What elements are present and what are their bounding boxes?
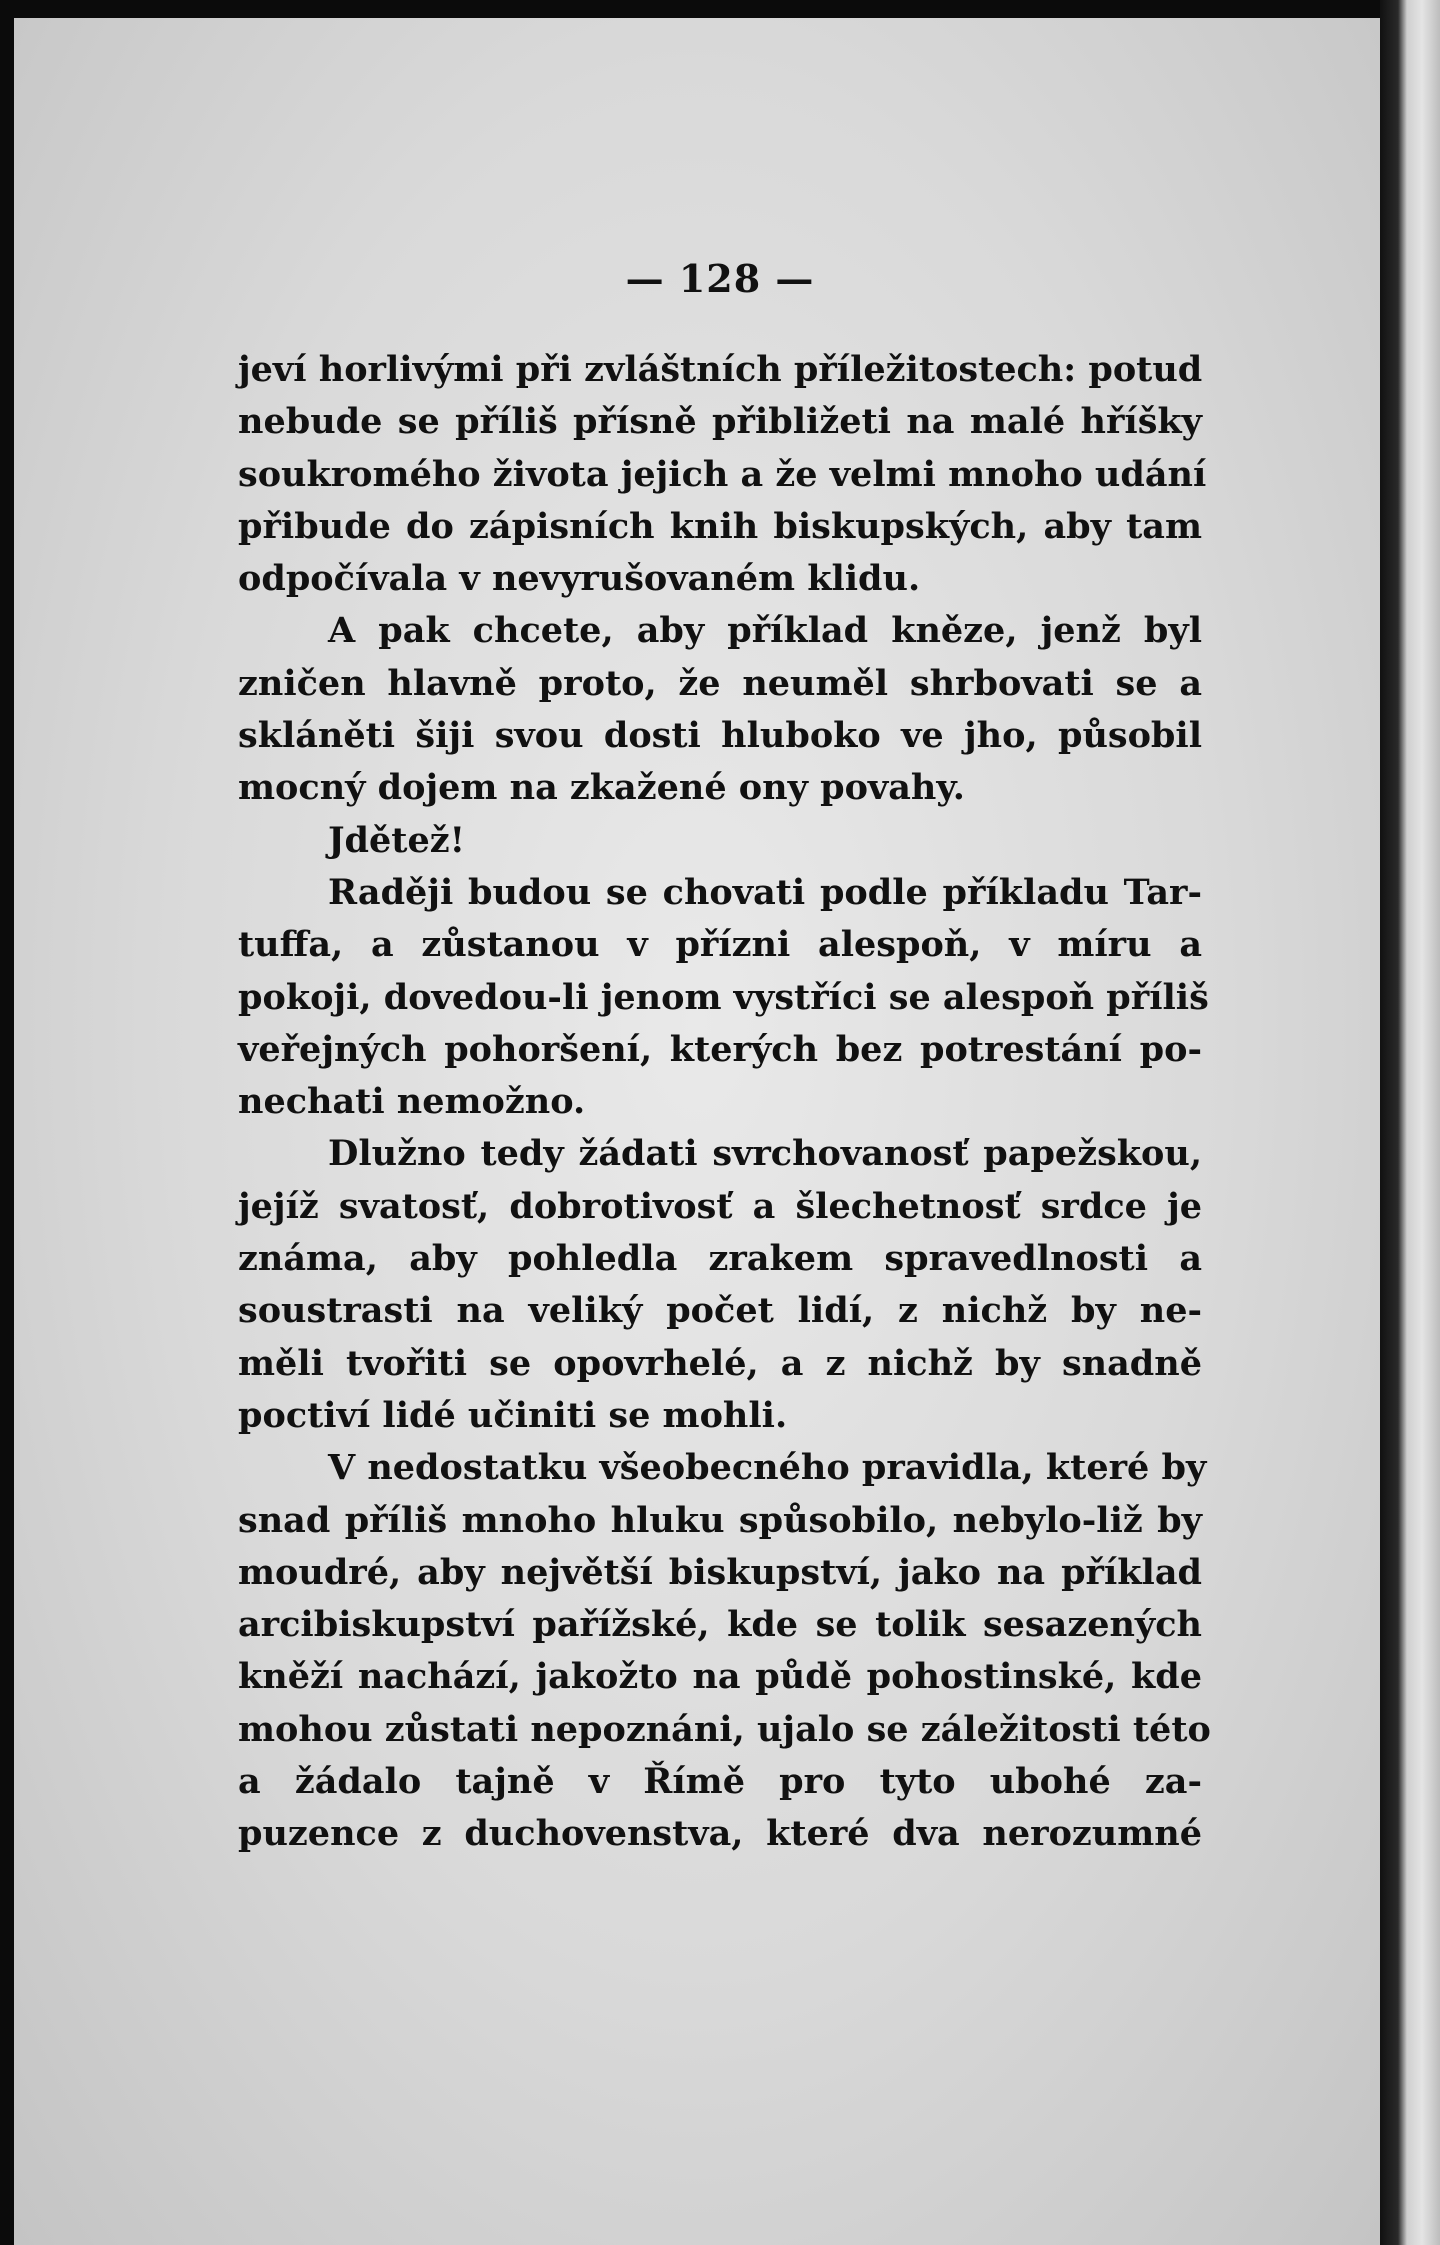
text-line: Dlužno tedy žádati svrchovanosť papežskou,	[328, 1133, 1202, 1175]
text-line: skláněti šiji svou dosti hluboko ve jho, působil	[238, 715, 1202, 757]
text-line: veřejných pohoršení, kterých bez potrestání po-	[238, 1028, 1202, 1070]
text-line: Raději budou se chovati podle příkladu Tar-	[328, 871, 1202, 913]
text-line: moudré, aby největší biskupství, jako na příklad	[238, 1551, 1202, 1593]
text-line: měli tvořiti se opovrhelé, a z nichž by snadně	[238, 1342, 1202, 1384]
text-line: odpočívala v nevyrušovaném klidu.	[238, 558, 921, 600]
text-line: tuffa, a zůstanou v přízni alespoň, v míru a	[238, 924, 1202, 966]
text-line: soukromého života jejich a že velmi mnoho udání	[238, 453, 1207, 495]
text-line: V nedostatku všeobecného pravidla, které by	[328, 1447, 1207, 1489]
text-line: Jdětež!	[328, 819, 465, 861]
text-line: zničen hlavně proto, že neuměl shrbovati se a	[238, 662, 1202, 704]
text-line: pokoji, dovedou-li jenom vystříci se alespoň příliš	[238, 976, 1209, 1018]
text-line: jejíž svatosť, dobrotivosť a šlechetnosť srdce je	[238, 1185, 1202, 1227]
text-line: a žádalo tajně v Římě pro tyto ubohé za-	[238, 1761, 1202, 1803]
text-line: snad příliš mnoho hluku spůsobilo, nebylo-liž by	[238, 1499, 1202, 1541]
text-line: mohou zůstati nepoznáni, ujalo se záležitosti této	[238, 1708, 1211, 1750]
text-line: jeví horlivými při zvláštních příležitostech: potud	[238, 349, 1203, 390]
text-line: soustrasti na veliký počet lidí, z nichž by ne-	[238, 1290, 1202, 1332]
body-text	[238, 344, 1211, 1861]
text-line: kněží nachází, jakožto na půdě pohostinské, kde	[238, 1656, 1202, 1698]
text-line: známa, aby pohledla zrakem spravedlnosti a	[238, 1238, 1202, 1280]
text-line: mocný dojem na zkažené ony povahy.	[238, 767, 965, 809]
text-line: přibude do zápisních knih biskupských, aby tam	[238, 505, 1202, 547]
page-number: — 128 —	[625, 256, 815, 301]
text-line: poctiví lidé učiniti se mohli.	[238, 1394, 788, 1436]
text-line: A pak chcete, aby příklad kněze, jenž byl	[328, 610, 1202, 652]
text-line: puzence z duchovenstva, které dva nerozumné	[238, 1813, 1202, 1855]
next-page-edge	[1380, 0, 1440, 2245]
text-line: nebude se příliš přísně přibližeti na malé hříšky	[238, 401, 1202, 443]
text-line: nechati nemožno.	[238, 1081, 586, 1123]
text-line: arcibiskupství pařížské, kde se tolik sesazených	[238, 1604, 1202, 1646]
